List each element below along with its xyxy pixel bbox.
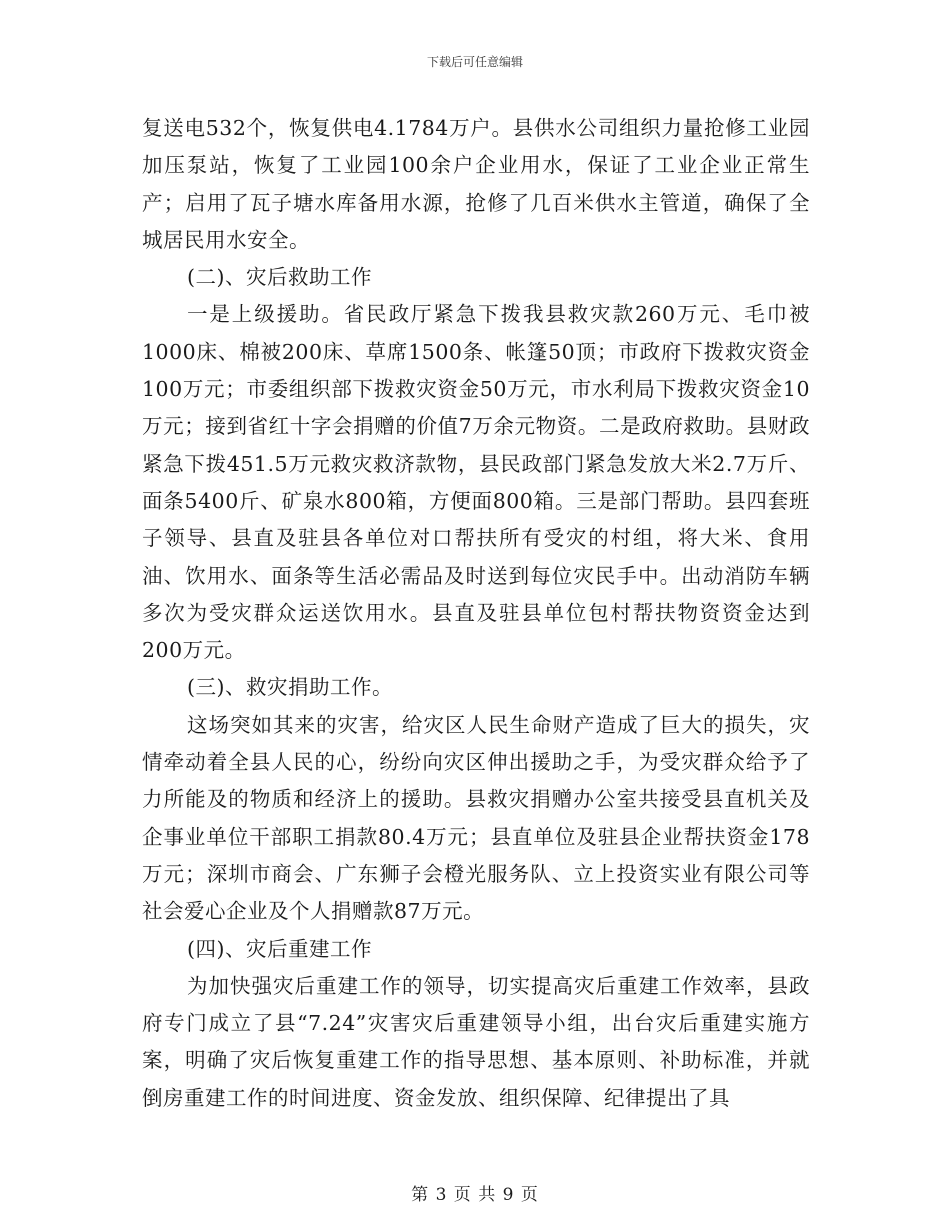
section-heading-2: (二)、灾后救助工作: [187, 265, 372, 290]
document-body: [142, 110, 810, 1117]
paragraph-donations: 这场突如其来的灾害，给灾区人民生命财产造成了巨大的损失，灾情牵动着全县人民的心，纷纷向灾区伸出援助之手，为受灾群众给予了力所能及的物质和经济上的援助。县救灾捐赠办公室共接受县直机关及企事业单位干部职工捐款80.4万元；县直单位及驻县企业帮扶资金178万元；深圳市商会、广东狮子会橙光服务队、立上投资实业有限公司等社会爱心企业及个人捐赠款87万元。: [142, 712, 810, 924]
page-footer: 第 3 页 共 9 页: [411, 1185, 539, 1205]
section-heading-4: (四)、灾后重建工作: [187, 936, 372, 961]
paragraph-continuation: 复送电532个，恢复供电4.1784万户。县供水公司组织力量抢修工业园加压泵站，恢复了工业园100余户企业用水，保证了工业企业正常生产；启用了瓦子塘水库备用水源，抢修了几百米供水主管道，确保了全城居民用水安全。: [142, 116, 810, 252]
section-heading-3: (三)、救灾捐助工作。: [187, 675, 393, 700]
paragraph-reconstruction: 为加快强灾后重建工作的领导，切实提高灾后重建工作效率，县政府专门成立了县“7.24”灾害灾后重建领导小组，出台灾后重建实施方案，明确了灾后恢复重建工作的指导思想、基本原则、补助标准，并就倒房重建工作的时间进度、资金发放、组织保障、纪律提出了具: [142, 973, 810, 1110]
paragraph-relief-aid: 一是上级援助。省民政厅紧急下拨我县救灾款260万元、毛巾被1000床、棉被200床、草席1500条、帐篷50顶；市政府下拨救灾资金100万元；市委组织部下拨救灾资金50万元，市水利局下拨救灾资金10万元；接到省红十字会捐赠的价值7万余元物资。二是政府救助。县财政紧急下拨451.5万元救灾救济款物，县民政部门紧急发放大米2.7万斤、面条5400斤、矿泉水800箱，方便面800箱。三是部门帮助。县四套班子领导、县直及驻县各单位对口帮扶所有受灾的村组，将大米、食用油、饮用水、面条等生活必需品及时送到每位灾民手中。出动消防车辆多次为受灾群众运送饮用水。县直及驻县单位包村帮扶物资资金达到200万元。: [142, 302, 810, 663]
page-header: 下载后可任意编辑: [426, 55, 523, 69]
